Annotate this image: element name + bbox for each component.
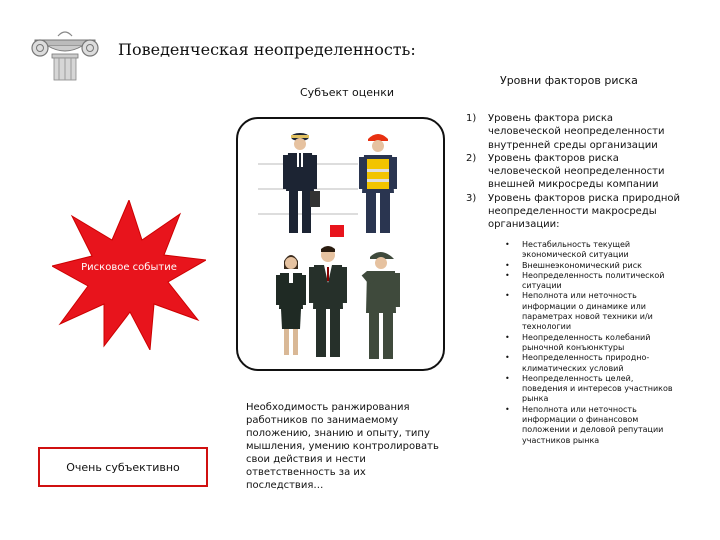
factor-item: • Внешнеэкономический риск [505, 261, 680, 271]
subject-heading: Субъект оценки [300, 86, 395, 99]
risk-levels-list [466, 112, 688, 232]
factor-item: • Неопределенность колебаний рыночной конъюнктуры [505, 333, 680, 354]
factor-item: • Нестабильность текущей экономической ситуации [505, 240, 680, 261]
ranking-note: Необходимость ранжирования работников по занимаемому положению, знанию и опыту, типу мышления, умению контролировать свои действия и нести ответственность за их последствия… [246, 402, 439, 491]
people-photo-frame [236, 117, 445, 371]
factor-item: • Неполнота или неточность информации о финансовом положении и деловой репутации участников рынка [505, 405, 680, 446]
man-in-suit-figure-icon [308, 245, 348, 360]
woman-in-suit-figure-icon [274, 251, 308, 359]
subjective-label: Очень субъективно [66, 460, 180, 474]
macro-factors-list [505, 240, 680, 446]
risk-level-item [466, 112, 688, 152]
factor-item: • Неопределенность целей, поведения и интересов участников рынка [505, 374, 680, 405]
subjective-box [38, 447, 208, 487]
factor-item: • Неполнота или неточность информации о динамике или параметрах новой техники и/и технологии [505, 291, 680, 332]
risk-level-item [466, 152, 688, 192]
levels-heading: Уровни факторов риска [500, 74, 638, 87]
column-capital-logo-icon [30, 22, 100, 82]
slide-title: Поведенческая неопределенность: [118, 40, 416, 59]
risk-level-item [466, 192, 688, 232]
risk-level-text: Уровень факторов риска человеческой неопределенности внешней микросреды компании [488, 152, 665, 191]
risk-event-starburst-icon [52, 200, 206, 350]
sign-plate-icon [330, 225, 344, 237]
risk-level-number: 2) [466, 152, 477, 164]
risk-level-number: 1) [466, 113, 477, 124]
risk-level-text: Уровень фактора риска человеческой неопределенности внутренней среды организации [488, 113, 665, 151]
risk-event-label: Рисковое событие [81, 262, 177, 273]
factor-item: • Неопределенность политической ситуации [505, 271, 680, 292]
factor-item: • Неопределенность природно-климатических условий [505, 353, 680, 374]
risk-level-number: 3) [466, 192, 477, 204]
pilot-figure-icon [280, 131, 320, 236]
man-in-green-uniform-figure-icon [360, 249, 402, 361]
worker-in-vest-figure-icon [356, 131, 400, 236]
risk-level-text: Уровень факторов риска природной неопределенности макросреды организации: [488, 192, 681, 231]
